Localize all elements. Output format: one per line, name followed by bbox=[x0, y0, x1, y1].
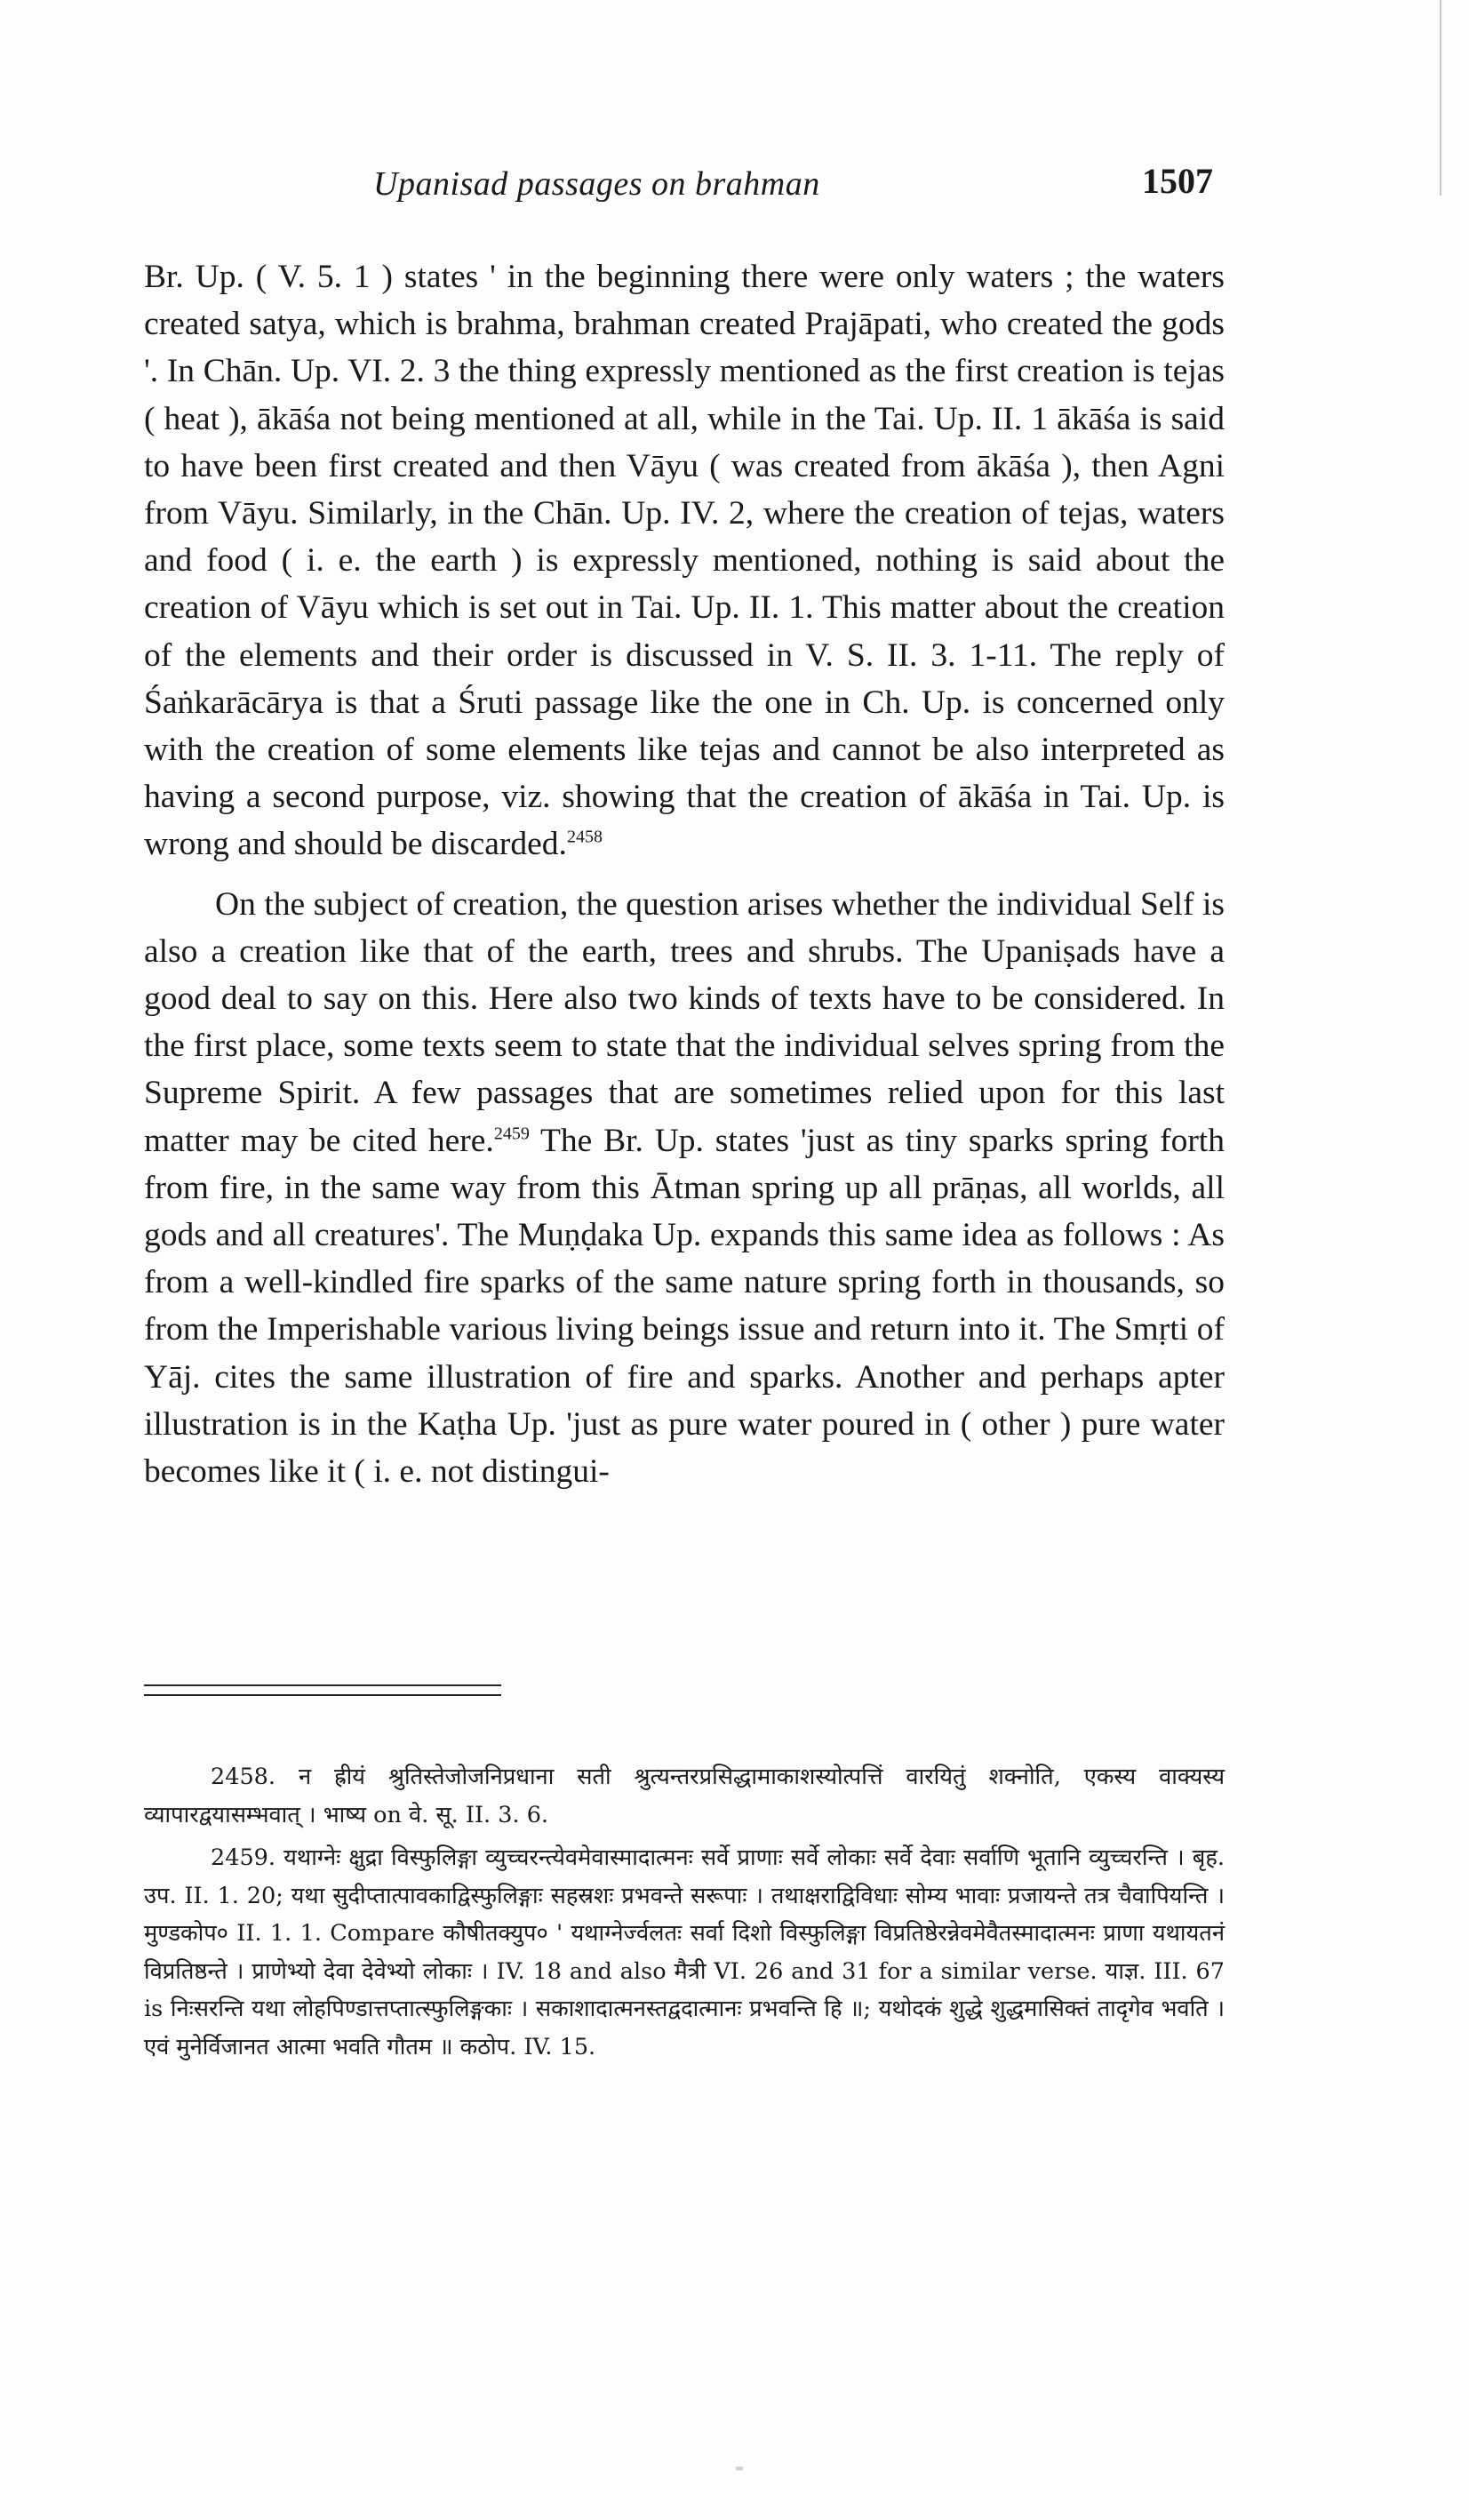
body-text bbox=[144, 253, 1225, 1495]
footnote-2458: 2458. न ह्रीयं श्रुतिस्तेजोजनिप्रधाना सती श्रुत्यन्तरप्रसिद्धामाकाशस्योत्पत्तिं वारयितुं शक्नोति, एकस्य वाक्यस्य व्यापारद्वयासम्भवात् । भाष्य on वे. सू. II. 3. 6. bbox=[144, 1764, 1225, 1828]
footnotes bbox=[144, 1758, 1225, 2066]
page-number: 1507 bbox=[1142, 161, 1213, 201]
running-title: Upanisad passages on brahman bbox=[373, 165, 820, 203]
paragraph-1-text: Br. Up. ( V. 5. 1 ) states ' in the beginning there were only waters ; the waters created satya, which is brahma, brahman created Prajāpati, who created the gods '. In Chān. Up. VI. 2. 3 the thing expressly mentioned as the first creation is tejas ( heat ), ākāśa not being mentioned at all, while in the Tai. Up. II. 1 ākāśa is said to have been first created and then Vāyu ( was created from ākāśa ), then Agni from Vāyu. Similarly, in the Chān. Up. IV. 2, where the creation of tejas, waters and food ( i. e. the earth ) is expressly mentioned, nothing is said about the creation of Vāyu which is set out in Tai. Up. II. 1. This matter about the creation of the elements and their order is discussed in V. S. II. 3. 1-11. The reply of Śaṅkarācārya is that a Śruti passage like the one in Ch. Up. is concerned only with the creation of some elements like tejas and cannot be also interpreted as having a second purpose, viz. showing that the creation of ākāśa in Tai. Up. is wrong and should be discarded. bbox=[144, 259, 1225, 863]
paragraph-2 bbox=[144, 881, 1225, 1496]
footnote-divider-bottom bbox=[144, 1694, 501, 1696]
paragraph-2-text-after: The Br. Up. states 'just as tiny sparks spring forth from fire, in the same way from this Ātman spring up all prāṇas, all worlds, all gods and all creatures'. The Muṇḍaka Up. expands this same idea as follows : As from a well-kindled fire sparks of the same nature spring forth in thousands, so from the Imperishable various living beings issue and return into it. The Smṛti of Yāj. cites the same illustration of fire and sparks. Another and perhaps apter illustration is in the Kaṭha Up. 'just as pure water poured in ( other ) pure water becomes like it ( i. e. not distingui- bbox=[144, 1122, 1225, 1491]
paragraph-1 bbox=[144, 253, 1225, 868]
footnote-2459: 2459. यथाग्नेः क्षुद्रा विस्फुलिङ्गा व्युच्चरन्त्येवमेवास्मादात्मनः सर्वे प्राणाः सर्वे लोकाः सर्वे देवाः सर्वाणि भूतानि व्युच्चरन्ति । बृह. उप. II. 1. 20; यथा सुदीप्तात्पावकाद्विस्फुलिङ्गाः सहस्रशः प्रभवन्ते सरूपाः । तथाक्षराद्विविधाः सोम्य भावाः प्रजायन्ते तत्र चैवापियन्ति । मुण्डकोप० II. 1. 1. Compare कौषीतक्युप० ' यथाग्नेर्ज्वलतः सर्वा दिशो विस्फुलिङ्गा विप्रतिष्ठेरन्नेवमेवैतस्मादात्मनः प्राणा यथायतनं विप्रतिष्ठन्ते । प्राणेभ्यो देवा देवेभ्यो लोकाः । IV. 18 and also मैत्री VI. 26 and 31 for a similar verse. याज्ञ. III. 67 is निःसरन्ति यथा लोहपिण्डात्तप्तात्स्फुलिङ्गकाः । सकाशादात्मनस्तद्वदात्मानः प्रभवन्ति हि ॥; यथोदकं शुद्धे शुद्धमासिक्तं तादृगेव भवति । एवं मुनेर्विजानत आत्मा भवति गौतम ॥ कठोप. IV. 15. bbox=[144, 1844, 1225, 2060]
scan-speck bbox=[736, 2467, 743, 2470]
footnote-ref-2458: 2458 bbox=[566, 827, 603, 847]
paragraph-2-text-before: On the subject of creation, the question arises whether the individual Self is also a creation like that of the earth, trees and shrubs. The Upaniṣads have a good deal to say on this. Here also two kinds of texts have to be considered. In the first place, some texts seem to state that the individual selves spring from the Supreme Spirit. A few passages that are sometimes relied upon for this last matter may be cited here. bbox=[144, 885, 1225, 1159]
footnote-divider-top bbox=[144, 1684, 501, 1686]
footnote-ref-2459: 2459 bbox=[493, 1124, 530, 1144]
page-edge-line bbox=[1440, 0, 1441, 196]
